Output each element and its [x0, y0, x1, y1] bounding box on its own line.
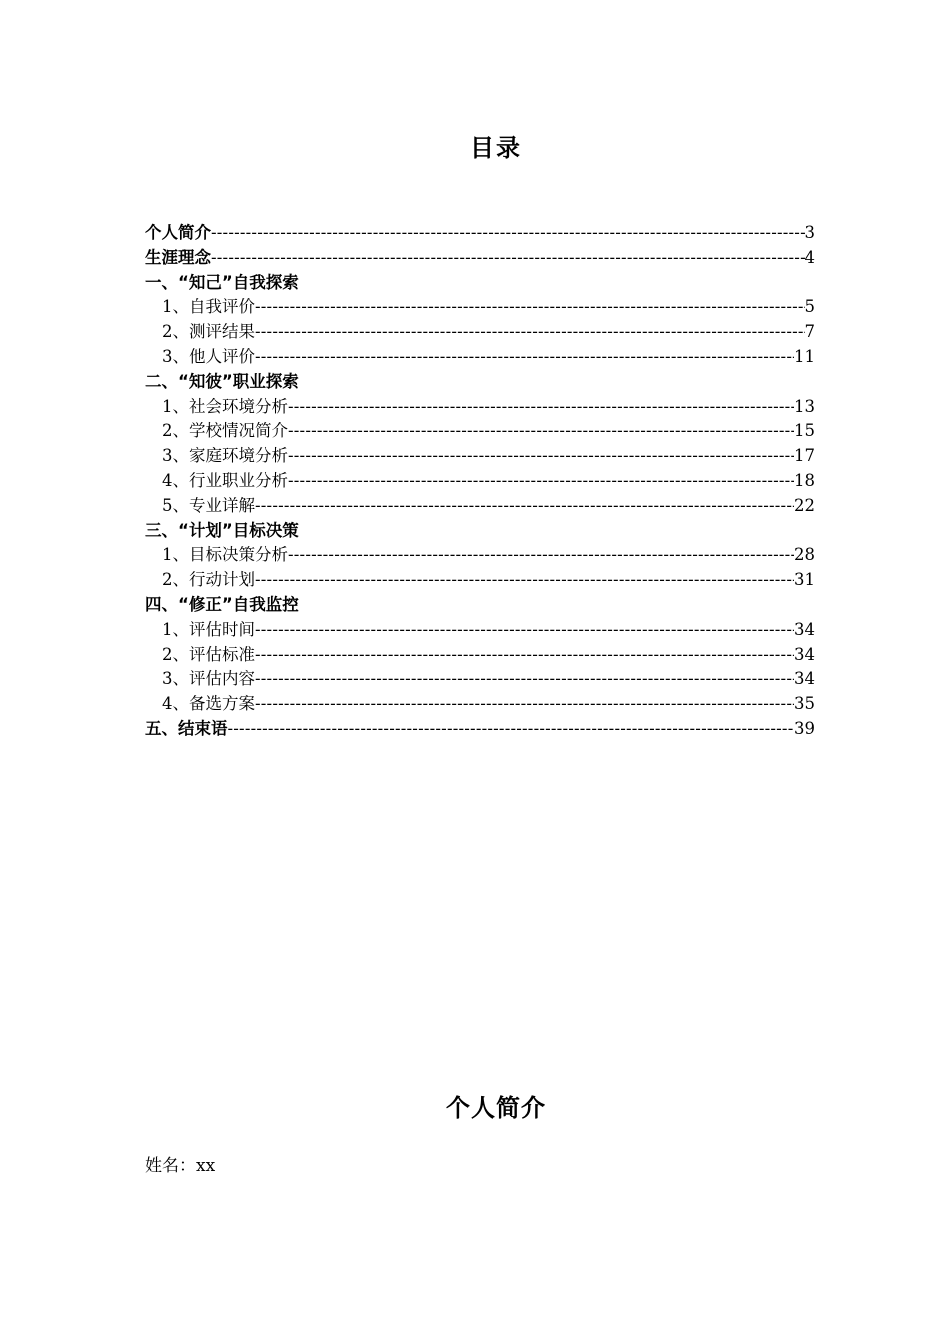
toc-entry[interactable] [145, 221, 815, 246]
toc-entry[interactable] [145, 271, 815, 296]
toc-entry-label: 四、“修正”自我监控 [145, 594, 299, 614]
toc-entry[interactable] [145, 444, 815, 469]
toc-dot-leader [255, 320, 805, 345]
toc-entry[interactable] [145, 494, 815, 519]
toc-entry[interactable] [145, 246, 815, 271]
toc-dot-leader [255, 568, 794, 593]
toc-entry[interactable] [145, 593, 815, 618]
toc-dot-leader [255, 494, 794, 519]
toc-entry[interactable] [145, 345, 815, 370]
toc-page-number: 11 [794, 346, 815, 366]
toc-dot-leader [255, 295, 805, 320]
toc-entry-label: 5、专业详解 [162, 495, 255, 515]
toc-entry-label: 二、“知彼”职业探索 [145, 371, 299, 391]
toc-entry-label: 三、“计划”目标决策 [145, 520, 299, 540]
toc-entry-label: 1、自我评价 [162, 297, 255, 317]
toc-entry-label: 2、评估标准 [162, 644, 255, 664]
toc-entry[interactable] [145, 717, 815, 742]
toc-dot-leader [288, 395, 794, 420]
toc-entry[interactable] [145, 543, 815, 568]
toc-entry[interactable] [145, 395, 815, 420]
toc-entry[interactable] [145, 370, 815, 395]
toc-dot-leader [288, 419, 794, 444]
toc-dot-leader [288, 469, 794, 494]
toc-dot-leader [288, 543, 794, 568]
toc-page-number: 34 [794, 619, 815, 639]
toc-dot-leader [288, 444, 794, 469]
toc-dot-leader [255, 618, 794, 643]
toc-dot-leader [255, 667, 794, 692]
toc-page-number: 3 [804, 223, 815, 242]
table-of-contents [145, 221, 815, 742]
toc-entry[interactable] [145, 667, 815, 692]
toc-entry-label: 3、他人评价 [162, 346, 255, 366]
toc-page-number: 4 [804, 247, 815, 267]
toc-page-number: 34 [794, 669, 815, 689]
toc-dot-leader [255, 643, 794, 668]
toc-page-number: 31 [794, 570, 815, 590]
toc-page-number: 17 [794, 446, 815, 466]
toc-entry-label: 一、“知己”自我探索 [145, 272, 299, 292]
toc-entry-label: 1、目标决策分析 [162, 545, 288, 565]
toc-entry[interactable] [145, 643, 815, 668]
toc-entry-label: 2、行动计划 [162, 570, 255, 590]
toc-dot-leader [228, 717, 795, 742]
toc-entry-label: 个人简介 [145, 223, 211, 242]
toc-entry-label: 2、学校情况简介 [162, 421, 288, 441]
toc-page-number: 34 [794, 644, 815, 664]
toc-page-number: 39 [794, 718, 815, 738]
toc-entry-label: 4、备选方案 [162, 694, 255, 714]
toc-dot-leader [211, 246, 805, 271]
toc-page-number: 35 [794, 694, 815, 714]
toc-entry[interactable] [145, 419, 815, 444]
toc-page-number: 18 [794, 470, 815, 490]
toc-entry[interactable] [145, 295, 815, 320]
toc-title: 目录 [470, 134, 522, 162]
section-title: 个人简介 [446, 1094, 546, 1122]
toc-entry[interactable] [145, 519, 815, 544]
toc-entry-label: 1、社会环境分析 [162, 396, 288, 416]
toc-page-number: 7 [804, 322, 815, 342]
toc-entry-label: 4、行业职业分析 [162, 470, 288, 490]
toc-entry-label: 五、结束语 [145, 718, 228, 738]
toc-entry-label: 生涯理念 [145, 247, 211, 267]
toc-dot-leader [211, 221, 805, 246]
toc-entry-label: 3、家庭环境分析 [162, 446, 288, 466]
name-line: 姓名：xx [145, 1156, 216, 1176]
toc-entry-label: 3、评估内容 [162, 669, 255, 689]
toc-page-number: 22 [794, 495, 815, 515]
toc-entry[interactable] [145, 618, 815, 643]
toc-page-number: 5 [804, 297, 815, 317]
toc-entry-label: 1、评估时间 [162, 619, 255, 639]
toc-page-number: 28 [794, 545, 815, 565]
toc-entry[interactable] [145, 320, 815, 345]
toc-dot-leader [255, 345, 794, 370]
toc-entry[interactable] [145, 692, 815, 717]
toc-entry-label: 2、测评结果 [162, 322, 255, 342]
toc-dot-leader [255, 692, 794, 717]
toc-entry[interactable] [145, 568, 815, 593]
toc-page-number: 13 [794, 396, 815, 416]
toc-page-number: 15 [794, 421, 815, 441]
toc-entry[interactable] [145, 469, 815, 494]
